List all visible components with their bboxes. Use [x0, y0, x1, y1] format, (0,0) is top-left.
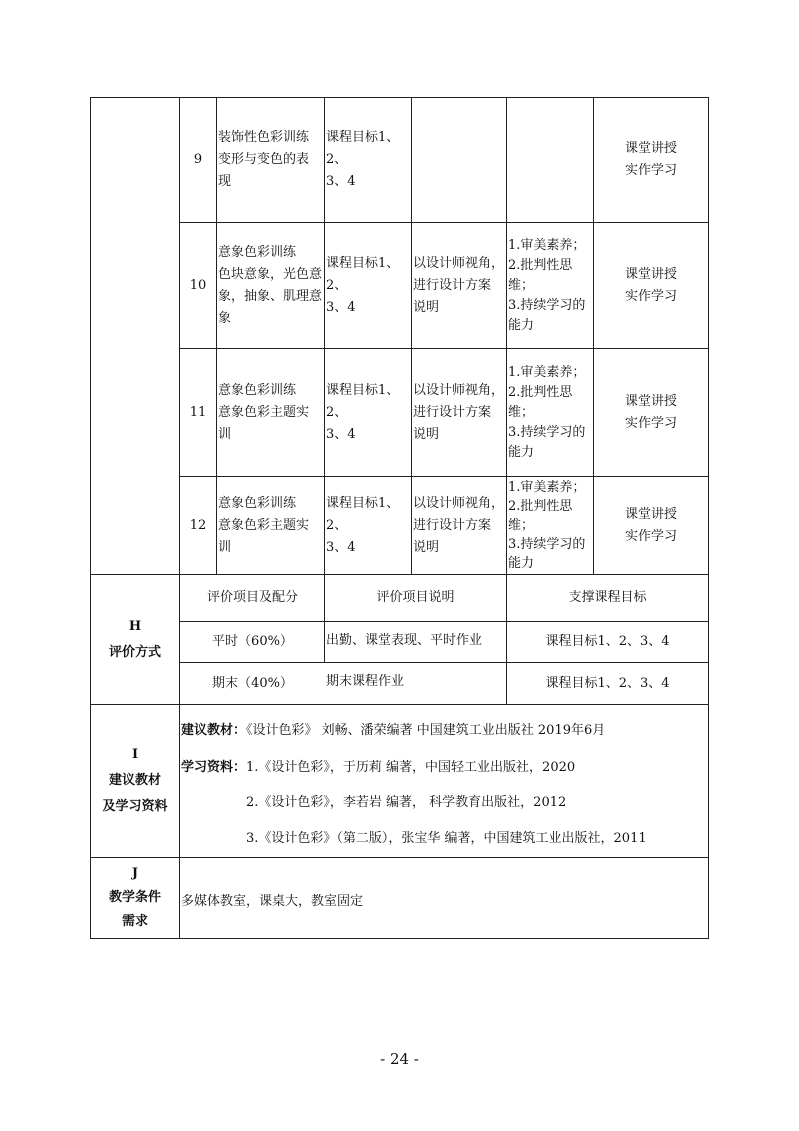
row-number: 9	[193, 152, 203, 167]
topic-cell: 意象色彩训练 意象色彩主题实 训	[218, 382, 310, 442]
topic-cell: 意象色彩训练 意象色彩主题实 训	[218, 495, 310, 555]
topic-cell: 装饰性色彩训练 变形与变色的表 现	[218, 130, 310, 189]
method-cell: 课堂讲授 实作学习	[624, 506, 677, 544]
section-label-conditions: J 教学条件 需求	[108, 866, 161, 929]
section-label-evaluation: H 评价方式	[108, 618, 161, 660]
method-cell: 课堂讲授 实作学习	[624, 141, 677, 178]
ideology-cell: 1.审美素养； 2.批判性思 维； 3.持续学习的 能力	[508, 480, 586, 571]
row-number: 11	[189, 404, 207, 420]
section-label-materials: I 建议教材 及学习资料	[102, 747, 168, 814]
method-cell: 课堂讲授 实作学习	[624, 266, 677, 304]
objective-cell: 课程目标1、2、 3、4	[326, 495, 400, 555]
row-number: 12	[189, 517, 207, 533]
objective-cell: 课程目标1、2、 3、4	[326, 255, 400, 315]
ideology-cell: 1.审美素养； 2.批判性思 维； 3.持续学习的 能力	[508, 237, 586, 333]
eval-header-target: 支撑课程目标	[568, 590, 647, 605]
eval-target: 课程目标1、2、3、4	[545, 634, 670, 649]
reference-line: 2.《设计色彩》，李若岩 编著， 科学教育出版社，2012	[246, 795, 567, 810]
eval-desc: 出勤、课堂表现、平时作业	[326, 633, 483, 648]
ideology-cell: 1.审美素养； 2.批判性思 维； 3.持续学习的 能力	[508, 364, 586, 460]
page-number: - 24 -	[380, 1050, 419, 1068]
conditions-text: 多媒体教室，课桌大，教室固定	[181, 894, 364, 909]
eval-target: 课程目标1、2、3、4	[545, 675, 670, 691]
textbook-line: 建议教材：《设计色彩》 刘畅、潘荣编著 中国建筑工业出版社 2019年6月	[181, 723, 606, 738]
design-note-cell: 以设计师视角， 进行设计方案 说明	[413, 495, 505, 555]
reference-line: 学习资料：1.《设计色彩》，于历莉 编著，中国轻工业出版社，2020	[181, 760, 576, 775]
eval-header-desc: 评价项目说明	[376, 590, 455, 605]
objective-cell: 课程目标1、2、 3、4	[326, 382, 400, 442]
method-cell: 课堂讲授 实作学习	[624, 393, 677, 431]
row-number: 10	[189, 277, 207, 293]
topic-cell: 意象色彩训练 色块意象，光色意 象，抽象、肌理意 象	[218, 244, 323, 326]
reference-line: 3.《设计色彩》（第二版），张宝华 编著，中国建筑工业出版社，2011	[246, 831, 647, 846]
eval-item: 期末（40%）	[212, 675, 293, 691]
design-note-cell: 以设计师视角， 进行设计方案 说明	[413, 255, 505, 315]
eval-header-item: 评价项目及配分	[206, 590, 298, 605]
design-note-cell: 以设计师视角， 进行设计方案 说明	[413, 382, 505, 442]
eval-desc: 期末课程作业	[326, 674, 405, 689]
eval-item: 平时（60%）	[212, 634, 293, 649]
objective-cell: 课程目标1、2、 3、4	[326, 130, 400, 189]
